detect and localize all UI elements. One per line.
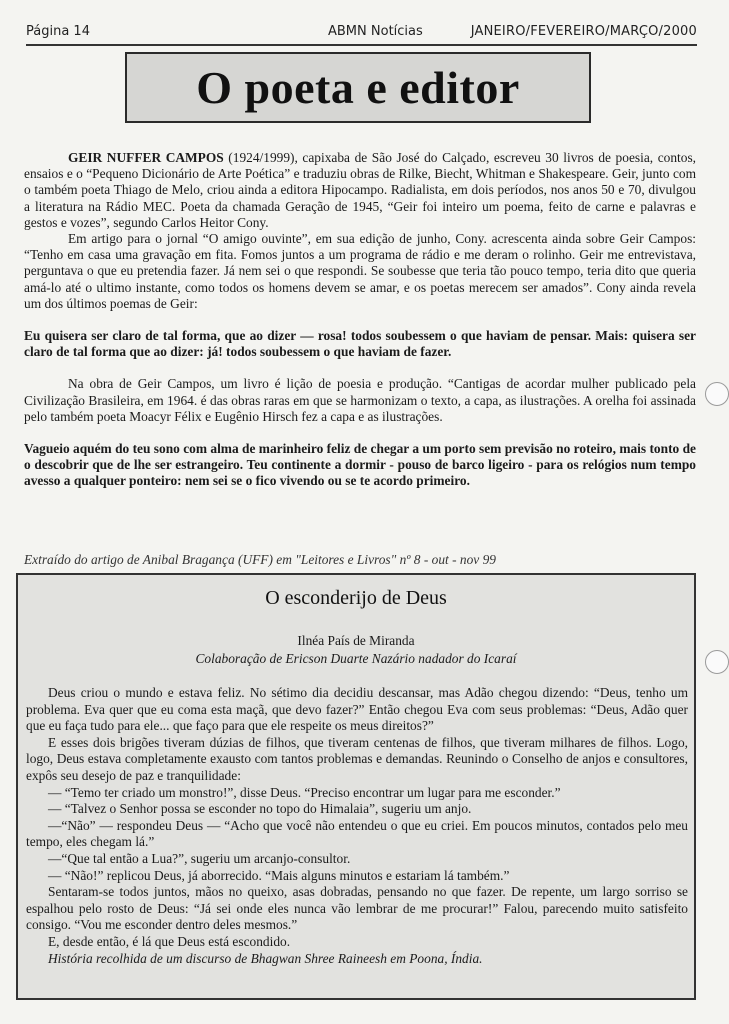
article-paragraph-1 [24,150,696,231]
punch-hole [705,650,729,674]
story-paragraph: — “Talvez o Senhor possa se esconder no topo do Himalaia”, sugeriu um anjo. [48,801,472,817]
story-source: História recolhida de um discurso de Bhagwan Shree Raineesh em Poona, Índia. [48,950,483,966]
story-paragraph: —“Que tal então a Lua?”, sugeriu um arcanjo-consultor. [48,850,351,866]
poem-2: Vagueio aquém do teu sono com alma de marinheiro feliz de chegar a um porto sem previsão no roteiro, mais tonto de o descobrir que de lhe ser estrangeiro. Teu continente a dormir - pouso de barco ligeiro - para os relógios num tempo avesso a qualquer ponteiro: nem sei se o fico vivendo ou se te acordo primeiro. [24,441,696,489]
story-box [16,573,696,1000]
title-banner [125,52,591,123]
page-header [26,22,697,46]
story-paragraph: — “Não!” replicou Deus, já aborrecido. “Mais alguns minutos e estariam lá também.” [48,867,510,883]
publication-name: ABMN Notícias [328,24,423,39]
article-paragraph-2: Em artigo para o jornal “O amigo ouvinte”, em sua edição de junho, Cony. acrescenta ainda sobre Geir Campos: “Tenho em casa uma gravação em fita. Fomos juntos a um programa de rádio e me deram o rolinho. Geir me entrevistava, perguntava o que eu pretendia fazer. Já nem sei o que respondi. Se soubesse que teria tão pouco tempo, teria dito que queria amá-lo até o ultimo instante, como todos os homens devem se amar, e os poetas merecem ser amados”. Cony ainda revela um dos últimos poemas de Geir: [24,231,696,311]
story-author: Ilnéa País de Miranda [297,633,415,648]
punch-hole [705,382,729,406]
issue-date: JANEIRO/FEVEREIRO/MARÇO/2000 [470,24,697,39]
poem-1: Eu quisera ser claro de tal forma, que ao dizer — rosa! todos soubessem o que haviam de pensar. Mais: quisera ser claro de tal forma que ao dizer: já! todos soubessem o que haviam de fazer. [24,328,696,360]
poet-name: GEIR NUFFER CAMPOS [68,150,224,165]
article-paragraph-3: Na obra de Geir Campos, um livro é lição de poesia e produção. “Cantigas de acordar mulher publicado pela Civilização Brasileira, em 1964. é das obras raras em que se harmonizam o texto, a capa, as ilustrações. A orelha foi assinada pelo também poeta Moacyr Félix e Eugênio Hirsch fez a capa e as ilustrações. [24,376,696,424]
paragraph-1-text: (1924/1999), capixaba de São José do Calçado, escreveu 30 livros de poesia, contos, ensaios e o “Pequeno Dicionário de Arte Poética” e traduziu obras de Rilke, Biecht, Whitman e Shakespeare. Geir, junto com o também poeta Thiago de Melo, criou ainda a editora Hipocampo. Radialista, em dois períodos, nos anos 50 e 70, divulgou a literatura na Rádio MEC. Poeta da chamada Geração de 1945, “Geir foi inteiro um poema, feito de carne e palavras e gestos e vozes”, segundo Carlos Heitor Cony. [24,150,697,230]
story-paragraph: E esses dois brigões tiveram dúzias de filhos, que tiveram centenas de filhos, que tiveram milhares de filhos. Logo, logo, Deus estava completamente exausto com tantos problemas e demandas. Reunindo o Conselho de anjos e consultores, expôs seu desejo de paz e tranquilidade: [26,734,688,783]
story-body [26,685,688,967]
story-paragraph: E, desde então, é lá que Deus está escondido. [48,933,291,949]
main-article [24,150,696,490]
story-title: O esconderijo de Deus [265,587,447,609]
story-paragraph: — “Temo ter criado um monstro!”, disse Deus. “Preciso encontrar um lugar para me esconder.” [48,784,561,800]
story-paragraph: Deus criou o mundo e estava feliz. No sétimo dia decidiu descansar, mas Adão chegou dizendo: “Deus, tenho um problema. Eva quer que eu coma esta maçã, que devo fazer?” Então chegou Eva com seus problemas: “Deus, Adão quer que eu faça tudo para ele... que faço para que ele respeite os meus direitos?” [26,685,688,734]
page-number: Página 14 [26,24,90,39]
story-paragraph: —“Não” — respondeu Deus — “Acho que você não entendeu o que eu criei. Em poucos minutos, contados pelo meu tempo, eles chegam lá.” [26,817,688,850]
page-title: O poeta e editor [196,62,520,113]
story-paragraph: Sentaram-se todos juntos, mãos no queixo, asas dobradas, pensando no que fazer. De repente, um largo sorriso se espalhou pelo rosto de Deus: “Já sei onde eles nunca vão lembrar de me procurar!” Falou, parecendo muito satisfeito consigo. “Vou me esconder dentro deles mesmos.” [26,884,688,933]
article-credit: Extraído do artigo de Anibal Bragança (UFF) em "Leitores e Livros" nº 8 - out - nov 99 [24,552,496,567]
story-collaboration: Colaboração de Ericson Duarte Nazário nadador do Icaraí [195,651,517,666]
